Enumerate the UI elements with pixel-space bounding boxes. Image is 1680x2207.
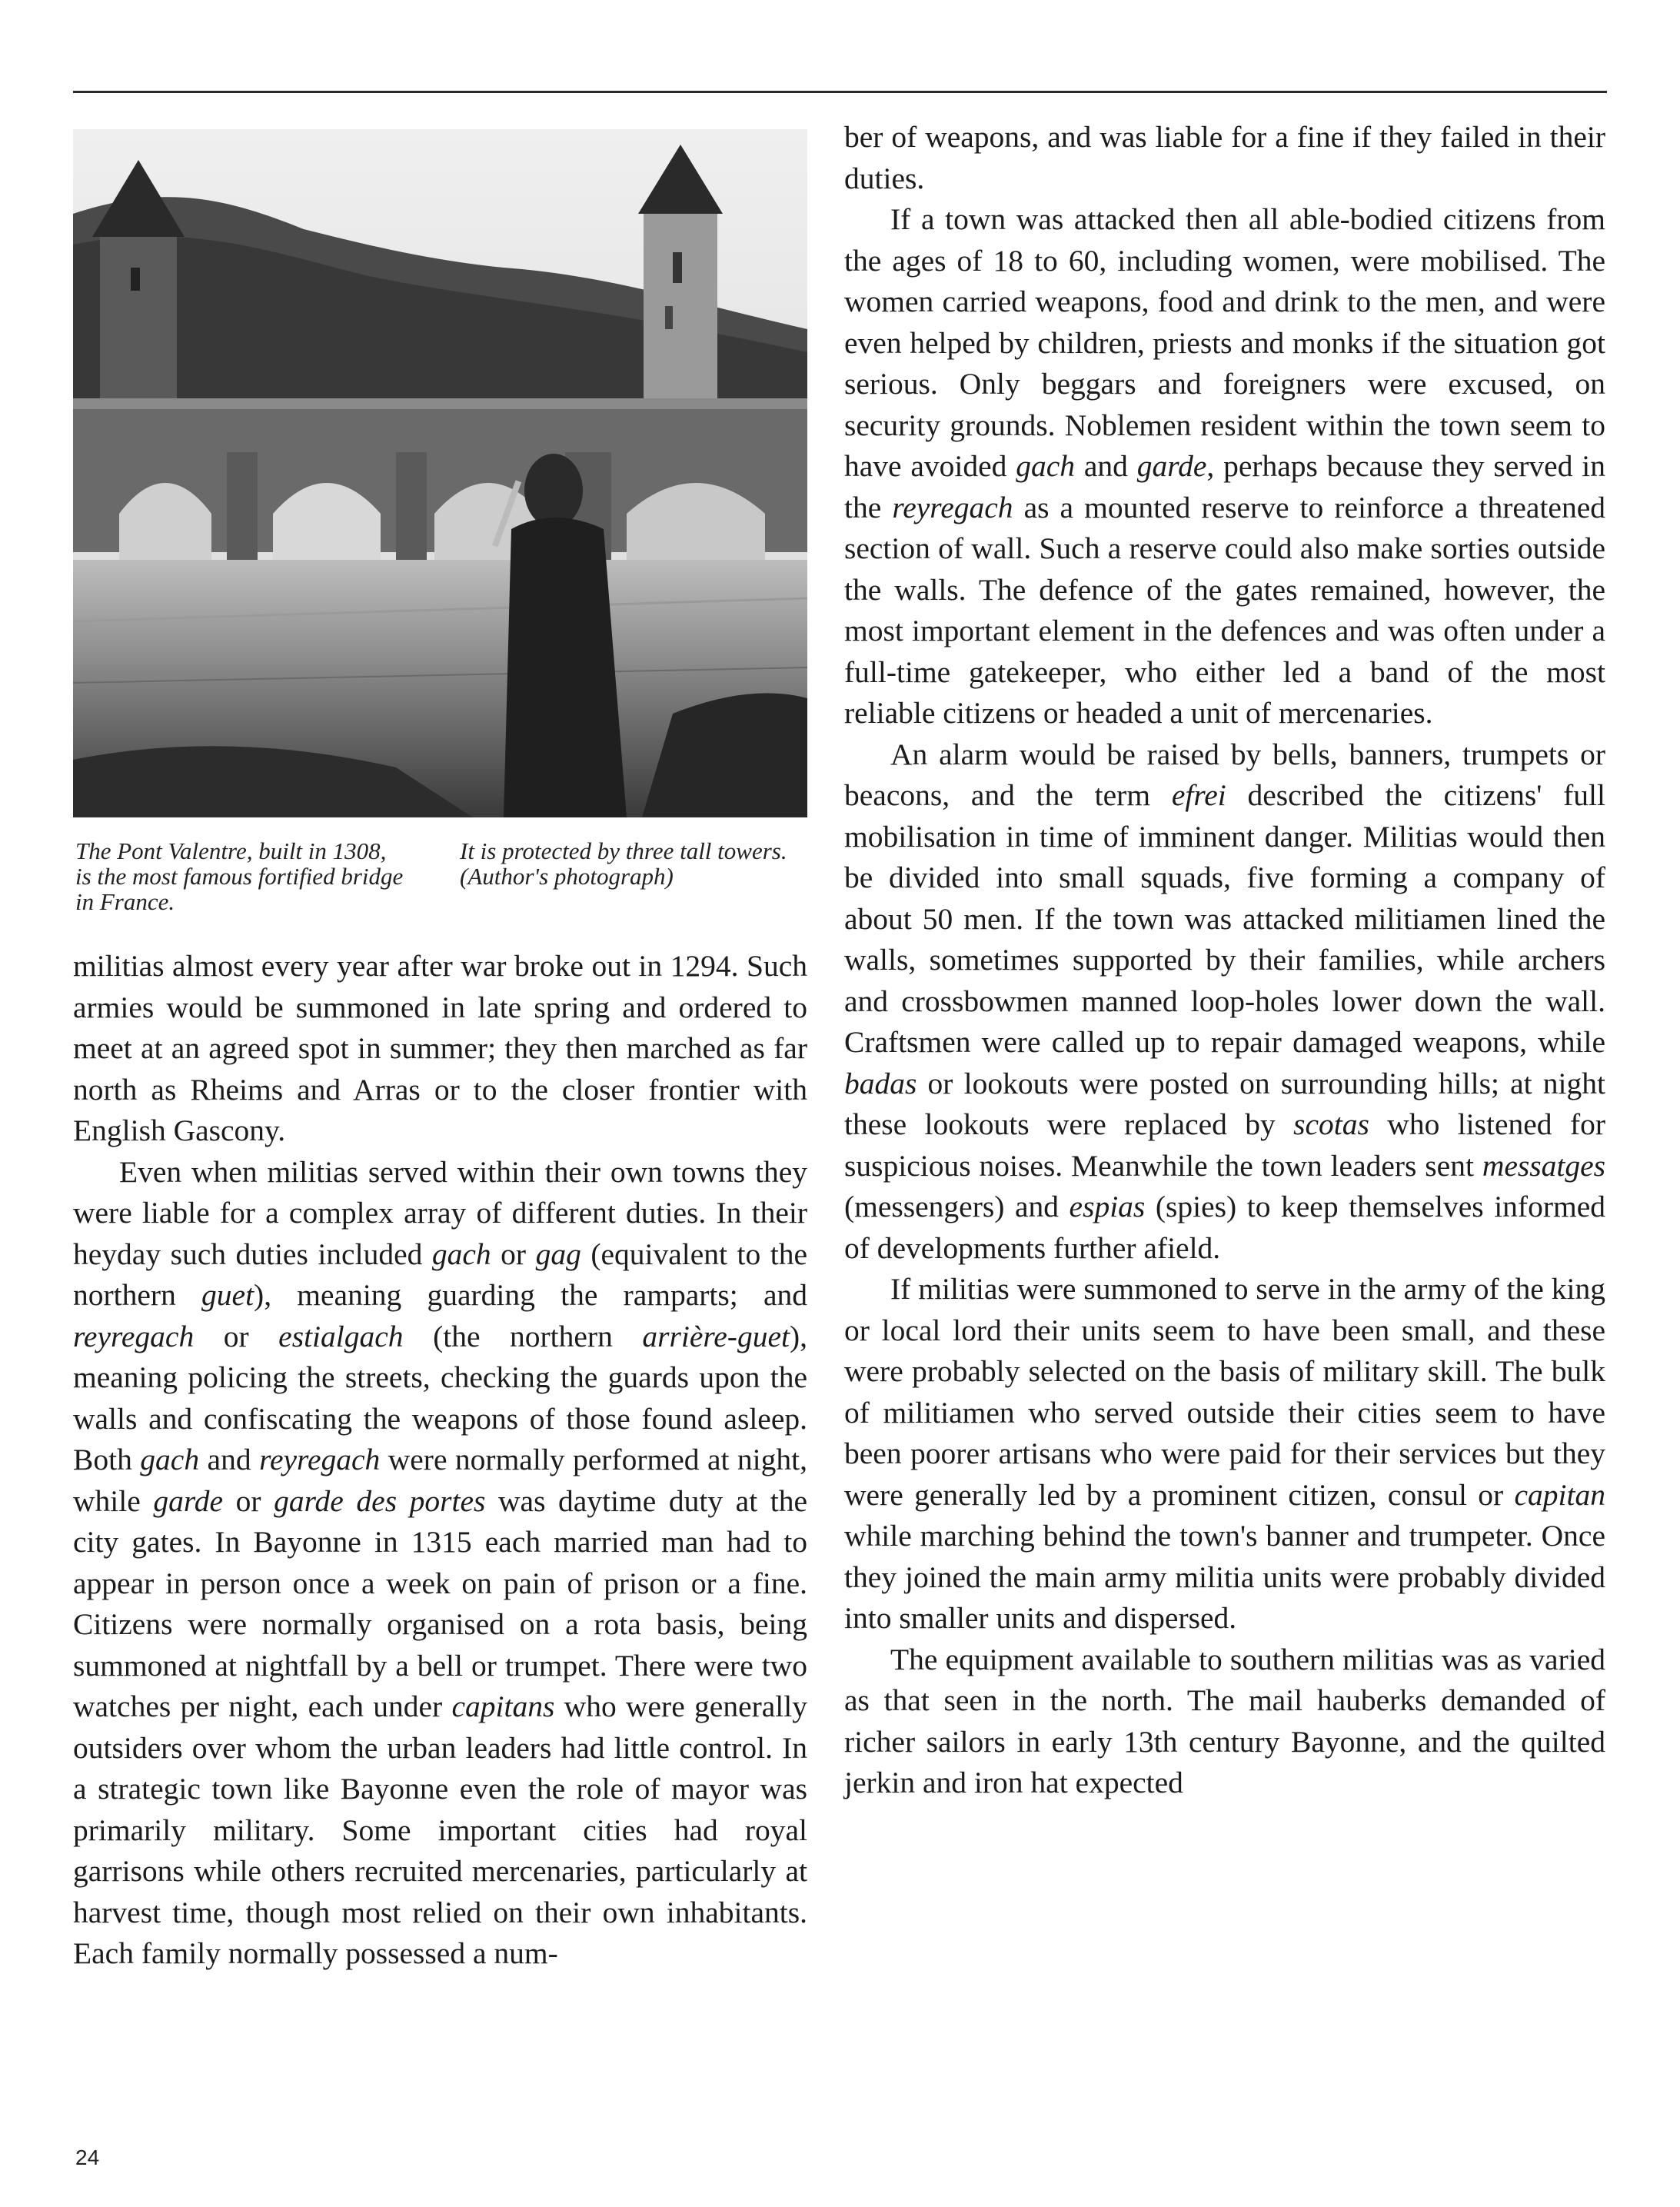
paragraph: Even when militias served within their own towns they were liable for a complex array of different duties. In their heyday such duties included gach or gag (equivalent to the northern guet), meaning guarding the ramparts; and reyregach or estialgach (the northern arrière-guet), meaning policing the streets, checking the guards upon the walls and confiscating the weapons of those found asleep. Both gach and reyregach were normally performed at night, while garde or garde des portes was daytime duty at the city gates. In Bayonne in 1315 each married man had to appear in person once a week on pain of prison or a fine. Citizens were normally organised on a rota basis, being summoned at nightfall by a bell or trumpet. There were two watches per night, each under capitans who were generally outsiders over whom the urban leaders had little control. In a strategic town like Bayonne even the role of mayor was primarily military. Some important cities had royal garrisons while others recruited mercenaries, particularly at harvest time, though most relied on their own inhabitants. Each family normally possessed a num- <box>73 1154 808 1970</box>
pont-valentre-image <box>73 129 807 817</box>
paragraph: If militias were summoned to serve in the army of the king or local lord their units seem to have been small, and these were probably selected on the basis of military skill. The bulk of militiamen who served outside their cities seem to have been poorer artisans who were paid for their services but they were generally led by a prominent citizen, consul or capitan while marching behind the town's banner and trumpeter. Once they joined the main army militia units were probably divided into smaller units and dispersed. <box>844 1272 1605 1635</box>
figure-caption-left: The Pont Valentre, built in 1308, is the most famous fortified bridge in France. <box>75 837 404 915</box>
left-text-column <box>73 946 807 1975</box>
paragraph: ber of weapons, and was liable for a fine if they failed in their duties. <box>844 120 1605 195</box>
page-number: 24 <box>75 2145 100 2169</box>
paragraph: If a town was attacked then all able-bodied citizens from the ages of 18 to 60, including women, were mobilised. The women carried weapons, food and drink to the men, and were even helped by children, priests and monks if the situation got serious. Only beggars and foreigners were excused, on security grounds. Noblemen resident within the town seem to have avoided gach and garde, perhaps because they served in the reyregach as a mounted reserve to reinforce a threatened section of wall. Such a reserve could also make sorties outside the walls. The defence of the gates remained, however, the most important element in the defences and was often under a full-time gatekeeper, who either led a band of the most reliable citizens or headed a unit of mercenaries. <box>844 202 1605 730</box>
paragraph: The equipment available to southern militias was as varied as that seen in the north. The mail hauberks demanded of richer sailors in early 13th century Bayonne, and the quilted jerkin and iron hat expected <box>844 1642 1605 1799</box>
figure-caption-right: It is protected by three tall towers. (Author's photograph) <box>460 837 787 890</box>
top-rule <box>73 91 1607 93</box>
paragraph: An alarm would be raised by bells, banners, trumpets or beacons, and the term efrei described the citizens' full mobilisation in time of imminent danger. Militias would then be divided into small squads, five forming a company of about 50 men. If the town was attacked militiamen lined the walls, sometimes supported by their families, while archers and crossbowmen manned loop-holes lower down the wall. Craftsmen were called up to repair damaged weapons, while badas or lookouts were posted on surrounding hills; at night these lookouts were replaced by scotas who listened for suspicious noises. Meanwhile the town leaders sent messatges (messengers) and espias (spies) to keep themselves informed of developments further afield. <box>844 737 1605 1265</box>
right-text-column <box>844 117 1605 1804</box>
paragraph: militias almost every year after war broke out in 1294. Such armies would be summoned in late spring and ordered to meet at an agreed spot in summer; they then marched as far north as Rheims and Arras or to the closer frontier with English Gascony. <box>73 949 807 1147</box>
bridge-photograph <box>73 129 807 817</box>
